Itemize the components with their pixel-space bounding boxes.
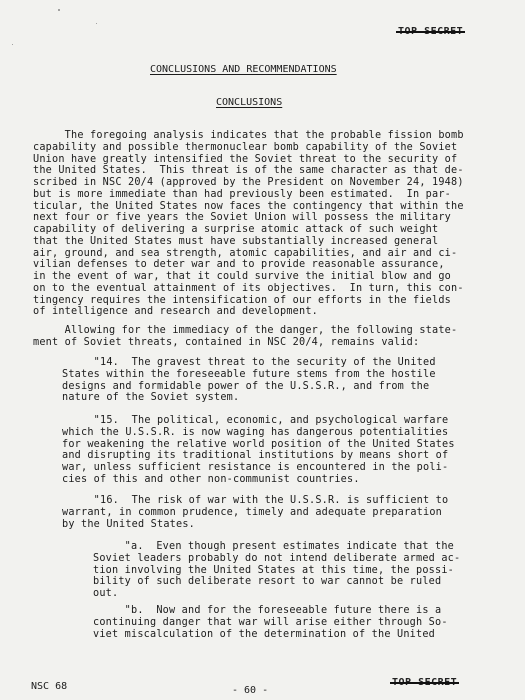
quote-16a: "a. Even though present estimates indicate that the Soviet leaders probably do not intend deliberate armed ac- tion involving the United States at this time, the possi- bility of such deliberate resort to war cannot be ruled out. bbox=[93, 541, 461, 599]
scan-speck bbox=[96, 23, 97, 24]
paragraph-analysis: The foregoing analysis indicates that the probable fission bomb capability and possible thermonuclear bomb capability of the Soviet Union have greatly intensified the Soviet threat to the security of the United States. This threat is of the same character as that de- scribed in NSC 20/4 (approved by the President on November 24, 1948) but is more immediate than had previously been estimated. In par- ticular, the United States now faces the contingency that within the next four or five years the Soviet Union will possess the military capability of delivering a surprise atomic attack of such weight that the United States must have substantially increased general air, ground, and sea strength, atomic capabilities, and air and ci- vilian defenses to deter war and to provide reasonable assurance, in the event of war, that it could survive the initial blow and go on to the eventual attainment of its objectives. In turn, this con- tingency requires the intensification of our efforts in the fields of intelligence and research and development. bbox=[33, 130, 464, 318]
page-number: - 60 - bbox=[232, 685, 269, 696]
quote-16b: "b. Now and for the foreseeable future there is a continuing danger that war will arise either through So- viet miscalculation of the determination of the United bbox=[93, 605, 448, 640]
paragraph-intro-quote: Allowing for the immediacy of the danger, the following state- ment of Soviet threats, contained in NSC 20/4, remains valid: bbox=[33, 325, 458, 348]
scan-speck bbox=[12, 44, 13, 45]
quote-16: "16. The risk of war with the U.S.S.R. is sufficient to warrant, in common prudence, timely and adequate preparation by the United States. bbox=[62, 495, 449, 530]
quote-15: "15. The political, economic, and psychological warfare which the U.S.S.R. is now waging has dangerous potentialities for weakening the relative world position of the United States and disrupting its traditional institutions by means short of war, unless sufficient resistance is encountered in the poli- cies of this and other non-communist countries. bbox=[62, 415, 455, 485]
scan-speck bbox=[58, 9, 60, 11]
document-title: CONCLUSIONS AND RECOMMENDATIONS bbox=[150, 64, 337, 75]
document-id: NSC 68 bbox=[31, 681, 68, 692]
section-heading: CONCLUSIONS bbox=[216, 97, 283, 108]
classification-mark-bottom: TOP SECRET bbox=[392, 677, 458, 688]
classification-mark-top: TOP SECRET bbox=[398, 26, 464, 37]
quote-14: "14. The gravest threat to the security of the United States within the foreseeable future stems from the hostile designs and formidable power of the U.S.S.R., and from the nature of the Soviet system. bbox=[62, 357, 436, 404]
